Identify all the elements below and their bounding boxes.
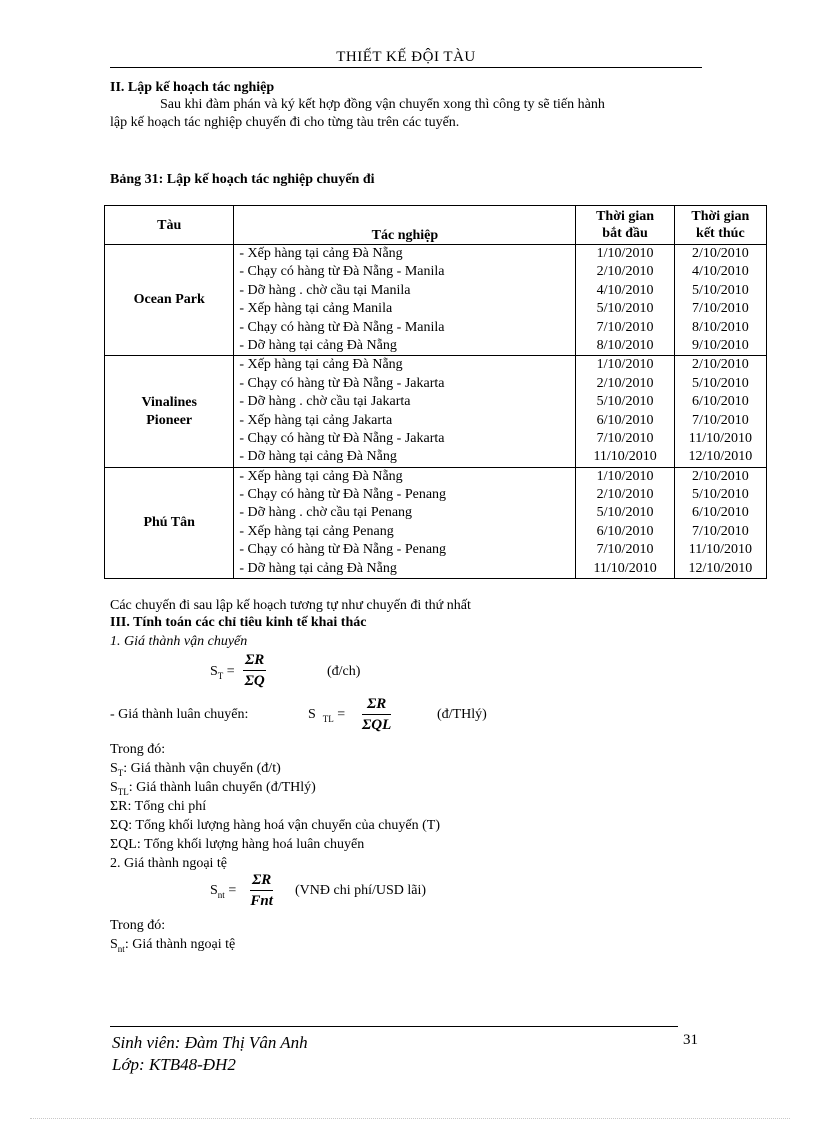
formula3-lhs [210,883,236,900]
formula3-subscript: nt [217,889,225,900]
start-date-cell: 1/10/2010 [596,357,654,373]
table-header-row [105,206,767,245]
task-cell: - Xếp hàng tại cảng Jakarta [239,412,393,428]
ship-name-line1: Phú Tân [143,514,195,530]
formula3-unit: (VNĐ chi phí/USD lãi) [295,883,427,898]
formula1-symbol: S [210,664,218,679]
start-date-list [576,356,674,467]
def-subscript: TL [117,786,129,797]
formula1-unit: (đ/ch) [327,664,361,679]
start-date-list [576,467,674,578]
def-symbol: ΣQL [110,837,137,852]
where-label: Trong đó: [110,742,166,757]
formula3-numerator: ΣR [250,872,273,891]
def-symbol: S [110,761,118,776]
task-cell: - Xếp hàng tại cảng Penang [239,523,394,539]
task-cell: - Chạy có hàng từ Đà Nẵng - Penang [239,487,447,503]
task-cell: - Dỡ hàng tại cảng Đà Nẵng [239,337,397,353]
start-date-cell: 2/10/2010 [596,264,654,280]
start-date-cell: 1/10/2010 [596,246,654,261]
start-date-cell: 5/10/2010 [596,301,654,317]
task-cell: - Dỡ hàng tại cảng Đà Nẵng [239,560,397,576]
definition-line [110,761,281,778]
formula1-lhs [210,664,235,681]
ship-name [105,467,234,578]
start-date-cell: 2/10/2010 [596,487,654,503]
formula3-fraction [250,872,273,910]
end-date-cell: 12/10/2010 [688,449,753,465]
col-header-ship: Tàu [105,206,234,245]
formula3-symbol: S [210,883,218,898]
start-date-cell: 5/10/2010 [596,394,654,410]
end-date-cell: 11/10/2010 [688,430,752,446]
page-number: 31 [683,1032,698,1048]
start-date-cell: 7/10/2010 [596,319,654,335]
def-text: : Giá thành ngoại tệ [124,937,236,952]
formula3-denominator: Fnt [250,893,273,909]
ship-name [105,245,234,356]
def-symbol: ΣR [110,799,128,814]
formula2-label: - Giá thành luân chuyển: [110,707,249,722]
definition-line [110,937,235,954]
start-date-cell: 8/10/2010 [596,337,654,353]
section3-heading: III. Tính toán các chỉ tiêu kinh tế khai thác [110,615,367,630]
formula2-symbol: S [308,707,316,722]
formula1-equals: = [226,664,235,679]
start-date-cell: 7/10/2010 [596,542,654,558]
intro-paragraph [110,96,690,132]
end-date-cell: 11/10/2010 [688,542,752,558]
def-symbol: S [110,937,118,952]
task-cell: - Xếp hàng tại cảng Manila [239,301,393,317]
formula2-numerator: ΣR [362,696,391,715]
start-date-cell: 4/10/2010 [596,282,654,298]
ship-name-line1: Vinalines [141,394,197,410]
col-header-task: Tác nghiệp [234,206,576,245]
end-date-cell: 7/10/2010 [691,301,749,317]
end-date-list [674,245,766,356]
task-cell: - Dỡ hàng . chờ cầu tại Jakarta [239,394,411,410]
after-table-note: Các chuyến đi sau lập kế hoạch tương tự như chuyến đi thứ nhất [110,598,471,613]
col-header-end-line2: kết thúc [696,226,745,241]
task-list [234,467,576,578]
start-date-cell: 2/10/2010 [596,375,654,391]
intro-line-1: Sau khi đàm phán và ký kết hợp đồng vận chuyển xong thì công ty sẽ tiến hành [160,97,605,112]
col-header-end-line1: Thời gian [691,209,750,224]
task-cell: - Dỡ hàng . chờ cầu tại Manila [239,282,411,298]
table-group [105,245,767,356]
ship-name-line2: Pioneer [146,412,193,428]
task-cell: - Chạy có hàng từ Đà Nẵng - Penang [239,542,447,558]
def-text: : Tổng khối lượng hàng hoá luân chuyển [136,837,365,852]
start-date-cell: 1/10/2010 [596,468,654,484]
def-text: : Giá thành luân chuyển (đ/THlý) [128,780,316,795]
bottom-dotted-edge [30,1118,790,1119]
col-header-end [674,206,766,245]
table-caption: Bảng 31: Lập kế hoạch tác nghiệp chuyến đi [110,172,375,187]
table-group [105,467,767,578]
ship-name-line1: Ocean Park [133,292,205,308]
footer-student: Sinh viên: Đàm Thị Vân Anh [112,1033,308,1052]
start-date-list [576,245,674,356]
def-text: : Tổng chi phí [127,799,207,814]
def-symbol: S [110,780,118,795]
end-date-list [674,356,766,467]
formula1-fraction [243,652,266,690]
start-date-cell: 11/10/2010 [593,560,657,576]
end-date-cell: 5/10/2010 [691,487,749,503]
header-divider [110,67,702,68]
intro-line-2: lập kế hoạch tác nghiệp chuyến đi cho từng tàu trên các tuyến. [110,115,460,130]
formula2-equals: = [337,707,346,722]
end-date-cell: 12/10/2010 [688,560,753,576]
end-date-cell: 5/10/2010 [691,375,749,391]
end-date-cell: 5/10/2010 [691,282,749,298]
task-cell: - Xếp hàng tại cảng Đà Nẵng [239,357,403,373]
end-date-cell: 7/10/2010 [691,412,749,428]
formula2-lhs [308,707,345,724]
start-date-cell: 7/10/2010 [596,430,654,446]
end-date-cell: 9/10/2010 [691,337,749,353]
task-list [234,245,576,356]
formula1-numerator: ΣR [243,652,266,671]
formula1-denominator: ΣQ [244,673,265,689]
end-date-cell: 8/10/2010 [691,319,749,335]
item2-heading: 2. Giá thành ngoại tệ [110,856,228,871]
task-cell: - Chạy có hàng từ Đà Nẵng - Jakarta [239,375,445,391]
start-date-cell: 6/10/2010 [596,412,654,428]
end-date-cell: 2/10/2010 [691,357,749,373]
def-subscript: nt [117,943,125,954]
formula2-fraction [362,696,391,734]
definition-line [110,780,316,797]
end-date-cell: 7/10/2010 [691,523,749,539]
col-header-start-line1: Thời gian [596,209,655,224]
task-cell: - Dỡ hàng tại cảng Đà Nẵng [239,449,397,465]
end-date-list [674,467,766,578]
formula1-subscript: T [217,670,224,681]
end-date-cell: 6/10/2010 [691,505,749,521]
def-symbol: ΣQ [110,818,129,833]
end-date-cell: 4/10/2010 [691,264,749,280]
section-heading: II. Lập kế hoạch tác nghiệp [110,80,275,95]
end-date-cell: 2/10/2010 [691,246,749,261]
item1-heading: 1. Giá thành vận chuyển [110,634,248,649]
end-date-cell: 6/10/2010 [691,394,749,410]
task-cell: - Dỡ hàng . chờ cầu tại Penang [239,505,413,521]
task-cell: - Chạy có hàng từ Đà Nẵng - Manila [239,264,445,280]
end-date-cell: 2/10/2010 [691,468,749,484]
formula3-equals: = [228,883,237,898]
start-date-cell: 11/10/2010 [593,449,657,465]
formula2-unit: (đ/THlý) [437,707,487,722]
footer-class: Lớp: KTB48-ĐH2 [112,1055,236,1074]
table-group [105,356,767,467]
plan-table [104,205,767,579]
ship-name [105,356,234,467]
task-cell: - Chạy có hàng từ Đà Nẵng - Jakarta [239,430,445,446]
task-list [234,356,576,467]
formula2-denominator: ΣQL [362,717,392,733]
col-header-start [576,206,674,245]
def-text: : Tổng khối lượng hàng hoá vận chuyển của chuyến (T) [128,818,441,833]
footer-divider [110,1026,678,1027]
task-cell: - Xếp hàng tại cảng Đà Nẵng [239,246,403,261]
definition-line [110,799,206,815]
running-header: THIẾT KẾ ĐỘI TÀU [336,49,476,65]
def-subscript: T [117,767,124,778]
start-date-cell: 6/10/2010 [596,523,654,539]
task-cell: - Xếp hàng tại cảng Đà Nẵng [239,468,403,484]
col-header-start-line2: bắt đầu [602,226,648,241]
formula2-subscript: TL [322,713,334,724]
task-cell: - Chạy có hàng từ Đà Nẵng - Manila [239,319,445,335]
def-text: : Giá thành vận chuyển (đ/t) [123,761,281,776]
start-date-cell: 5/10/2010 [596,505,654,521]
definition-line [110,818,440,834]
definition-line [110,837,364,853]
where-label: Trong đó: [110,918,166,933]
